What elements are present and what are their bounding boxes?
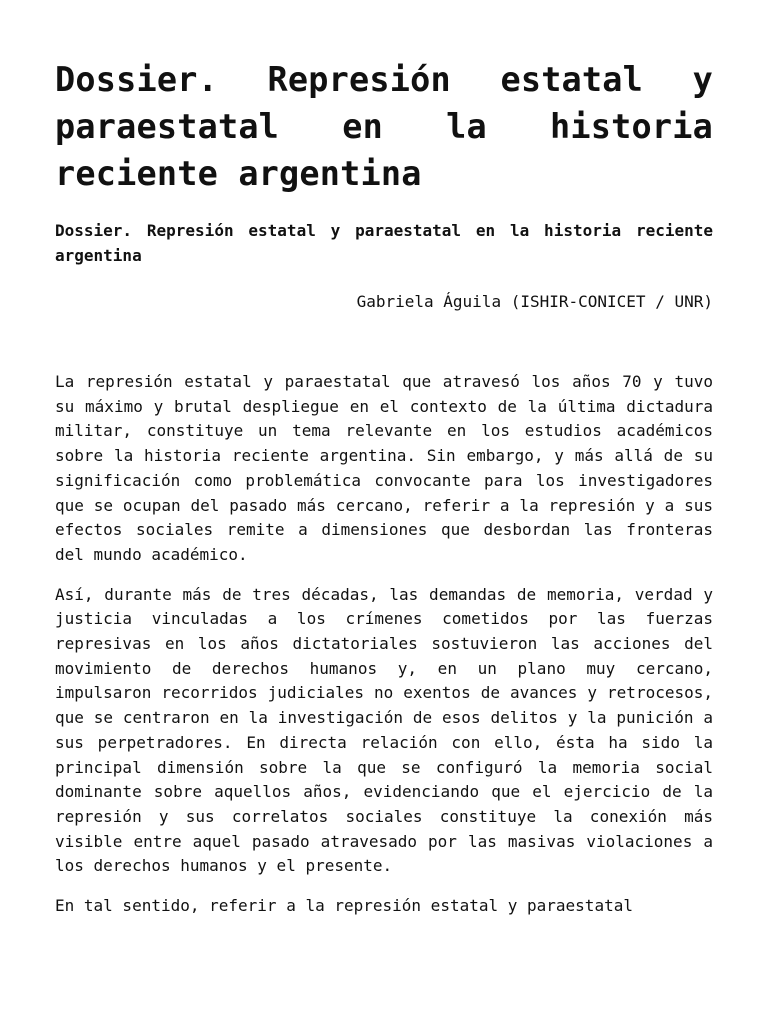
paragraph: En tal sentido, referir a la represión estatal y paraestatal [55,896,633,916]
document-title: Dossier. Represión estatal y paraestatal en la historia reciente argentina [55,60,713,193]
document-subtitle: Dossier. Represión estatal y paraestatal en la historia reciente argentina [55,221,713,265]
author-line: Gabriela Águila (ISHIR-CONICET / UNR) [356,292,713,311]
body-text [55,370,713,919]
paragraph: Así, durante más de tres décadas, las demandas de memoria, verdad y justicia vinculadas a los crímenes cometidos por las fuerzas represivas en los años dictatoriales sostuvieron las acciones del movimiento de derechos humanos y, en un plano muy cercano, impulsaron recorridos judiciales no exentos de avances y retrocesos, que se centraron en la investigación de esos delitos y la punición a sus perpetradores. En directa relación con ello, ésta ha sido la principal dimensión sobre la que se configuró la memoria social dominante sobre aquellos años, evidenciando que el ejercicio de la represión y sus correlatos sociales constituye la conexión más visible entre aquel pasado atravesado por las masivas violaciones a los derechos humanos y el presente. [55,584,713,876]
document-page [55,56,713,934]
paragraph: La represión estatal y paraestatal que atravesó los años 70 y tuvo su máximo y brutal despliegue en el contexto de la última dictadura militar, constituye un tema relevante en los estudios académicos sobre la historia reciente argentina. Sin embargo, y más allá de su significación como problemática convocante para los investigadores que se ocupan del pasado más cercano, referir a la represión y a sus efectos sociales remite a dimensiones que desbordan las fronteras del mundo académico. [55,372,713,564]
